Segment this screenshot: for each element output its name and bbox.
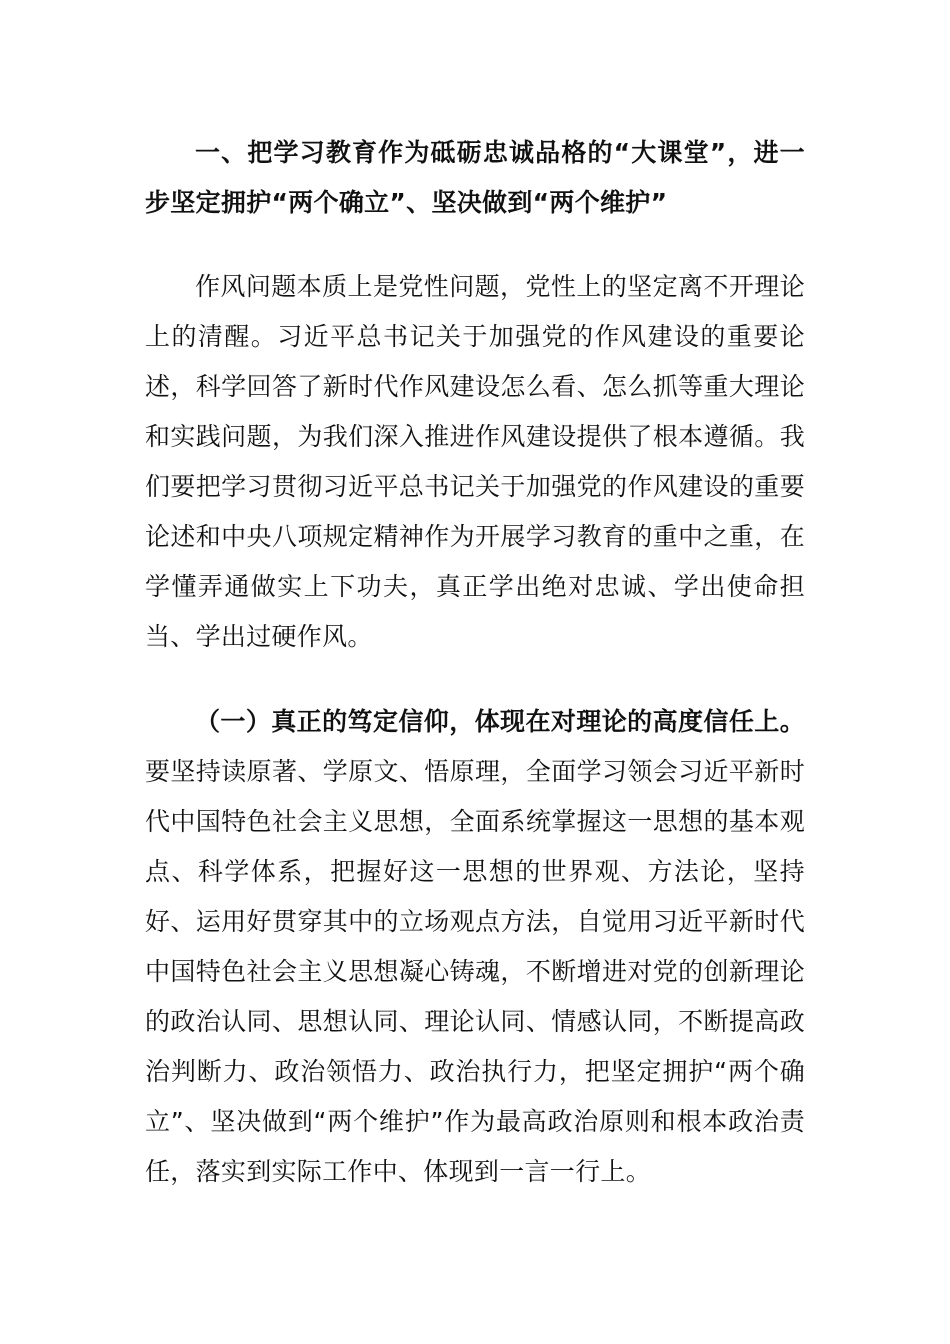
paragraph-intro: 作风问题本质上是党性问题，党性上的坚定离不开理论上的清醒。习近平总书记关于加强党的作风建设的重要论述，科学回答了新时代作风建设怎么看、怎么抓等重大理论和实践问题，为我们深入推进作风建设提供了根本遵循。我们要把学习贯彻习近平总书记关于加强党的作风建设的重要论述和中央八项规定精神作为开展学习教育的重中之重，在学懂弄通做实上下功夫，真正学出绝对忠诚、学出使命担当、学出过硬作风。 (145, 272, 805, 651)
section-heading: 一、把学习教育作为砥砺忠诚品格的“大课堂”，进一步坚定拥护“两个确立”、坚决做到“两个维护” (145, 138, 805, 217)
subsection-lead: （一）真正的笃定信仰，体现在对理论的高度信任上。 (195, 707, 805, 736)
subsection-body: 要坚持读原著、学原文、悟原理，全面学习领会习近平新时代中国特色社会主义思想，全面系统掌握这一思想的基本观点、科学体系，把握好这一思想的世界观、方法论，坚持好、运用好贯穿其中的立场观点方法，自觉用习近平新时代中国特色社会主义思想凝心铸魂，不断增进对党的创新理论的政治认同、思想认同、理论认同、情感认同，不断提高政治判断力、政治领悟力、政治执行力，把坚定拥护“两个确立”、坚决做到“两个维护”作为最高政治原则和根本政治责任，落实到实际工作中、体现到一言一行上。 (145, 757, 805, 1186)
paragraph-subsection-1 (145, 697, 805, 1197)
